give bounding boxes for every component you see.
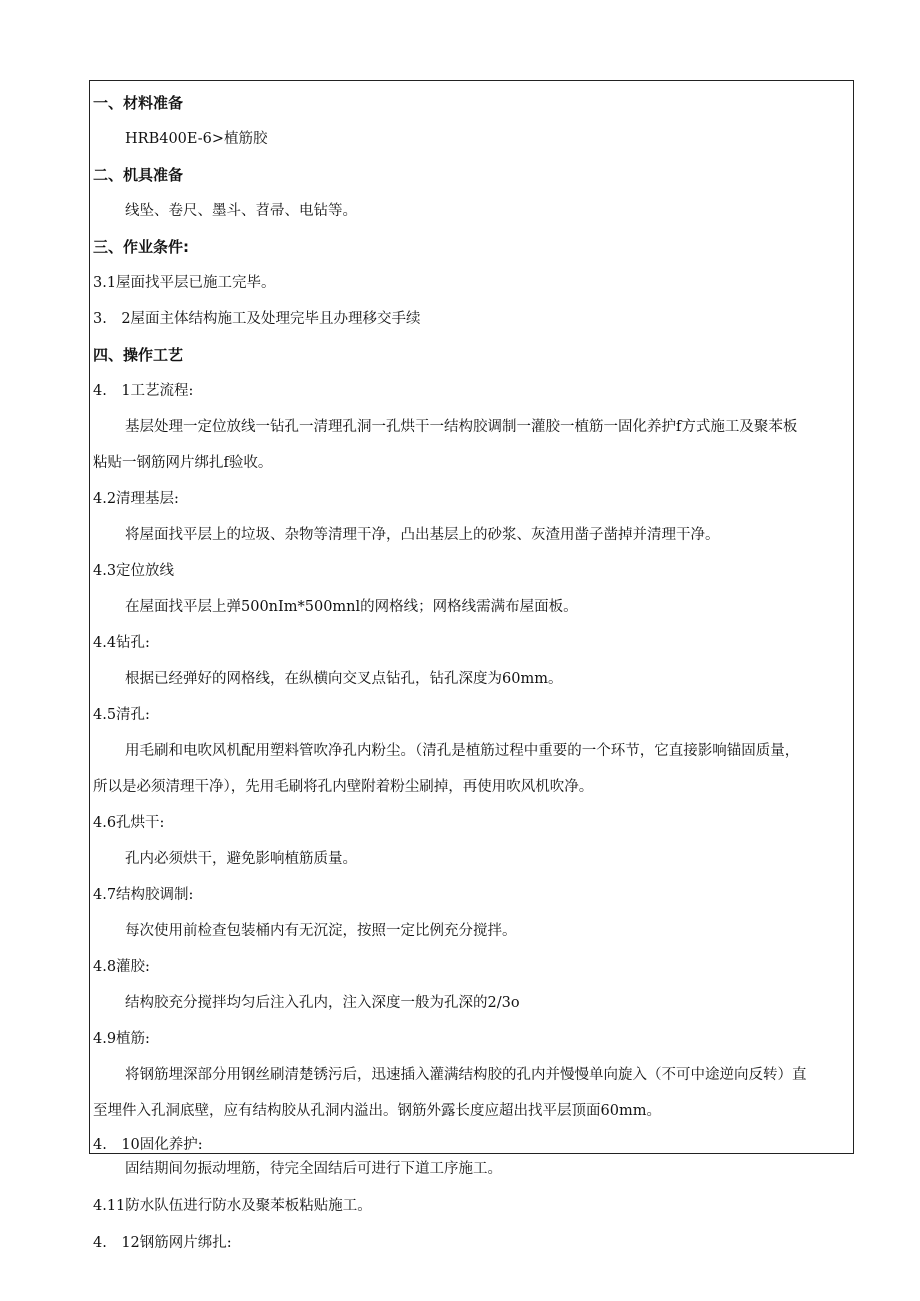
step-4-9-text-line2: 至埋件入孔洞底壁，应有结构胶从孔洞内溢出。钢筋外露长度应超出找平层顶面60mm。 <box>93 1103 661 1119</box>
tools-text: 线坠、卷尺、墨斗、苕帚、电钻等。 <box>125 203 357 219</box>
condition-3-1: 3.1屋面找平层已施工完毕。 <box>93 275 276 291</box>
step-4-2-title: 4.2清理基层: <box>93 491 179 507</box>
step-4-5-text-line1: 用毛刷和电吹风机配用塑料管吹净孔内粉尘。（清孔是植筋过程中重要的一个环节，它直接影响锚固质量， <box>125 743 800 759</box>
section-heading-process: 四、操作工艺 <box>93 346 184 364</box>
step-4-6-title: 4.6孔烘干: <box>93 815 165 831</box>
condition-3-2: 3. 2屋面主体结构施工及处理完毕且办理移交手续 <box>93 311 421 327</box>
step-4-7-title: 4.7结构胶调制: <box>93 887 194 903</box>
section-heading-tools: 二、机具准备 <box>93 166 184 184</box>
step-4-9-text-line1: 将钢筋埋深部分用钢丝刷清楚锈污后，迅速插入灌满结构胶的孔内并慢慢单向旋入（不可中途逆向反转）直 <box>125 1067 807 1083</box>
materials-text: HRB400E-6>植筋胶 <box>125 131 268 147</box>
step-4-8-text: 结构胶充分搅拌均匀后注入孔内，注入深度一般为孔深的2/3o <box>125 995 520 1011</box>
step-4-3-text: 在屋面找平层上弹500nIm*500mnl的网格线；网格线需满布屋面板。 <box>125 599 578 615</box>
step-4-10-title: 4. 10固化养护: <box>93 1137 203 1153</box>
section-heading-materials: 一、材料准备 <box>93 94 184 112</box>
step-4-11: 4.11防水队伍进行防水及聚苯板粘贴施工。 <box>93 1198 372 1214</box>
step-4-4-text: 根据已经弹好的网格线，在纵横向交叉点钻孔，钻孔深度为60mm。 <box>125 671 563 687</box>
section-heading-conditions: 三、作业条件: <box>93 238 189 256</box>
step-4-1-text-line1: 基层处理一定位放线一钻孔一清理孔洞一孔烘干一结构胶调制一灌胶一植筋一固化养护f方式施工及聚苯板 <box>125 419 798 435</box>
step-4-12-title: 4. 12钢筋网片绑扎: <box>93 1235 232 1251</box>
step-4-10-text: 固结期间勿振动埋筋，待完全固结后可进行下道工序施工。 <box>125 1161 502 1177</box>
step-4-6-text: 孔内必须烘干，避免影响植筋质量。 <box>125 851 357 867</box>
step-4-1-text-line2: 粘贴一钢筋网片绑扎f验收。 <box>93 455 273 471</box>
step-4-5-title: 4.5清孔: <box>93 707 150 723</box>
step-4-2-text: 将屋面找平层上的垃圾、杂物等清理干净，凸出基层上的砂浆、灰渣用凿子凿掉并清理干净。 <box>125 527 720 543</box>
step-4-7-text: 每次使用前检查包装桶内有无沉淀，按照一定比例充分搅拌。 <box>125 923 517 939</box>
step-4-8-title: 4.8灌胶: <box>93 959 150 975</box>
step-4-4-title: 4.4钻孔: <box>93 635 150 651</box>
step-4-5-text-line2: 所以是必须清理干净），先用毛刷将孔内壁附着粉尘刷掉，再使用吹风机吹净。 <box>93 779 594 795</box>
step-4-1-title: 4. 1工艺流程: <box>93 383 194 399</box>
step-4-9-title: 4.9植筋: <box>93 1031 150 1047</box>
step-4-3-title: 4.3定位放线 <box>93 563 175 579</box>
